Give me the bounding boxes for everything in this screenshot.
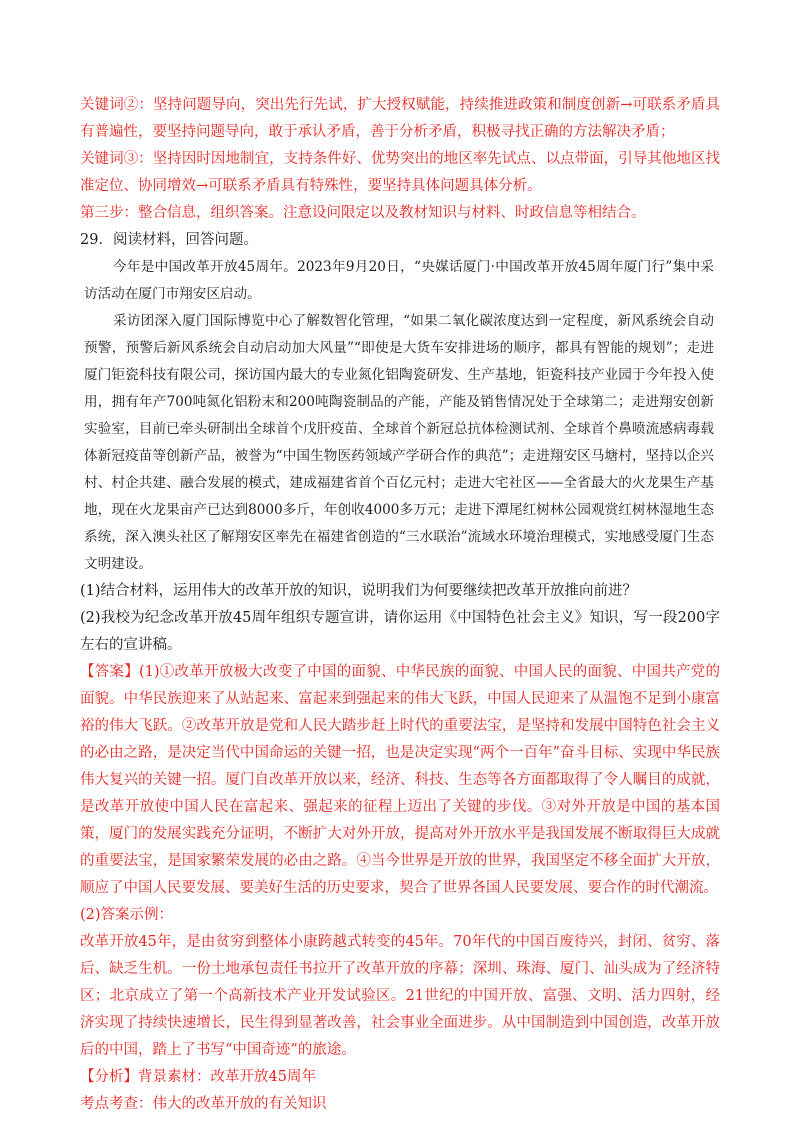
step-3: 第三步：整合信息，组织答案。注意设问限定以及教材知识与材料、时政信息等相结合。 — [80, 205, 646, 221]
sub-question-1: (1)结合材料，运用伟大的改革开放的知识，说明我们为何要继续把改革开放推向前进？ — [80, 583, 638, 599]
page-content — [80, 92, 720, 1118]
material-paragraph-1: 今年是中国改革开放45周年。2023年9月20日，“央媒话厦门·中国改革开放45周年厦门行”集中采访活动在厦门市翔安区启动。 — [84, 259, 714, 302]
material-paragraph-2: 采访团深入厦门国际博览中心了解数智化管理，“如果二氧化碳浓度达到一定程度，新风系统会自动预警，预警后新风系统会自动启动加大风量”“即使是大货车安排进场的顺序，都具有智能的规划”；走进厦门钜瓷科技有限公司，探访国内最大的专业氮化铝陶瓷研发、生产基地，钜瓷科技产业园于今年投入使用，拥有年产700吨氮化铝粉末和200吨陶瓷制品的产能，产能及销售情况处于全球第二；走进翔安创新实验室，目前已牵头研制出全球首个戊肝疫苗、全球首个新冠总抗体检测试剂、全球首个鼻喷流感病毒载体新冠疫苗等创新产品，被誉为“中国生物医药领域产学研合作的典范”；走进翔安区马塘村，坚持以企兴村、村企共建、融合发展的模式，建成福建省首个百亿元村；走进大宅社区——全省最大的火龙果生产基地，现在火龙果亩产已达到8000多斤，年创收4000多万元；走进下潭尾红树林公园观赏红树林湿地生态系统，深入澳头社区了解翔安区率先在福建省创造的“三水联治”流域水环境治理模式，实地感受厦门生态文明建设。 — [84, 313, 714, 572]
analysis-background: 背景素材：改革开放45周年 — [138, 1069, 316, 1085]
answer-label: 【答案】 — [80, 664, 139, 680]
question-title: 29．阅读材料，回答问题。 — [80, 232, 258, 248]
sub-question-2: (2)我校为纪念改革开放45周年组织专题宣讲，请你运用《中国特色社会主义》知识，写一段200字左右的宣讲稿。 — [80, 610, 720, 653]
answer-1-text: (1)①改革开放极大改变了中国的面貌、中华民族的面貌、中国人民的面貌、中国共产党的面貌。中华民族迎来了从站起来、富起来到强起来的伟大飞跃，中国人民迎来了从温饱不足到小康富裕的伟大飞跃。②改革开放是党和人民大踏步赶上时代的重要法宝，是坚持和发展中国特色社会主义的必由之路，是决定当代中国命运的关键一招，也是决定实现“两个一百年”奋斗目标、实现中华民族伟大复兴的关键一招。厦门自改革开放以来，经济、科技、生态等各方面都取得了令人瞩目的成就，是改革开放使中国人民在富起来、强起来的征程上迈出了关键的步伐。③对外开放是中国的基本国策，厦门的发展实践充分证明，不断扩大对外开放，提高对外开放水平是我国发展不断取得巨大成就的重要法宝，是国家繁荣发展的必由之路。④当今世界是开放的世界，我国坚定不移全面扩大开放，顺应了中国人民要发展、要美好生活的历史要求，契合了世界各国人民要发展、要合作的时代潮流。 — [80, 664, 720, 896]
analysis-line — [80, 1064, 720, 1091]
answer-2-text: 改革开放45年，是由贫穷到整体小康跨越式转变的45年。70年代的中国百废待兴，封闭、贫穷、落后、缺乏生机。一份土地承包责任书拉开了改革开放的序幕；深圳、珠海、厦门、汕头成为了经济特区；北京成立了第一个高新技术产业开发试验区。21世纪的中国开放、富强、文明、活力四射，经济实现了持续快速增长，民生得到显著改善，社会事业全面进步。从中国制造到中国创造，改革开放后的中国，踏上了书写“中国奇迹”的旅途。 — [80, 934, 720, 1058]
analysis-label: 【分析】 — [80, 1069, 138, 1085]
answer-1 — [80, 659, 720, 902]
keyword-2: 关键词②：坚持问题导向，突出先行先试，扩大授权赋能，持续推进政策和制度创新→可联系矛盾具有普遍性，要坚持问题导向，敢于承认矛盾，善于分析矛盾，积极寻找正确的方法解决矛盾； — [80, 97, 720, 140]
analysis-point: 考点考查：伟大的改革开放的有关知识 — [80, 1096, 327, 1112]
keyword-3: 关键词③：坚持因时因地制宜，支持条件好、优势突出的地区率先试点、以点带面，引导其他地区找准定位、协同增效→可联系矛盾具有特殊性，要坚持具体问题具体分析。 — [80, 151, 720, 194]
answer-2-heading: (2)答案示例： — [80, 907, 174, 923]
